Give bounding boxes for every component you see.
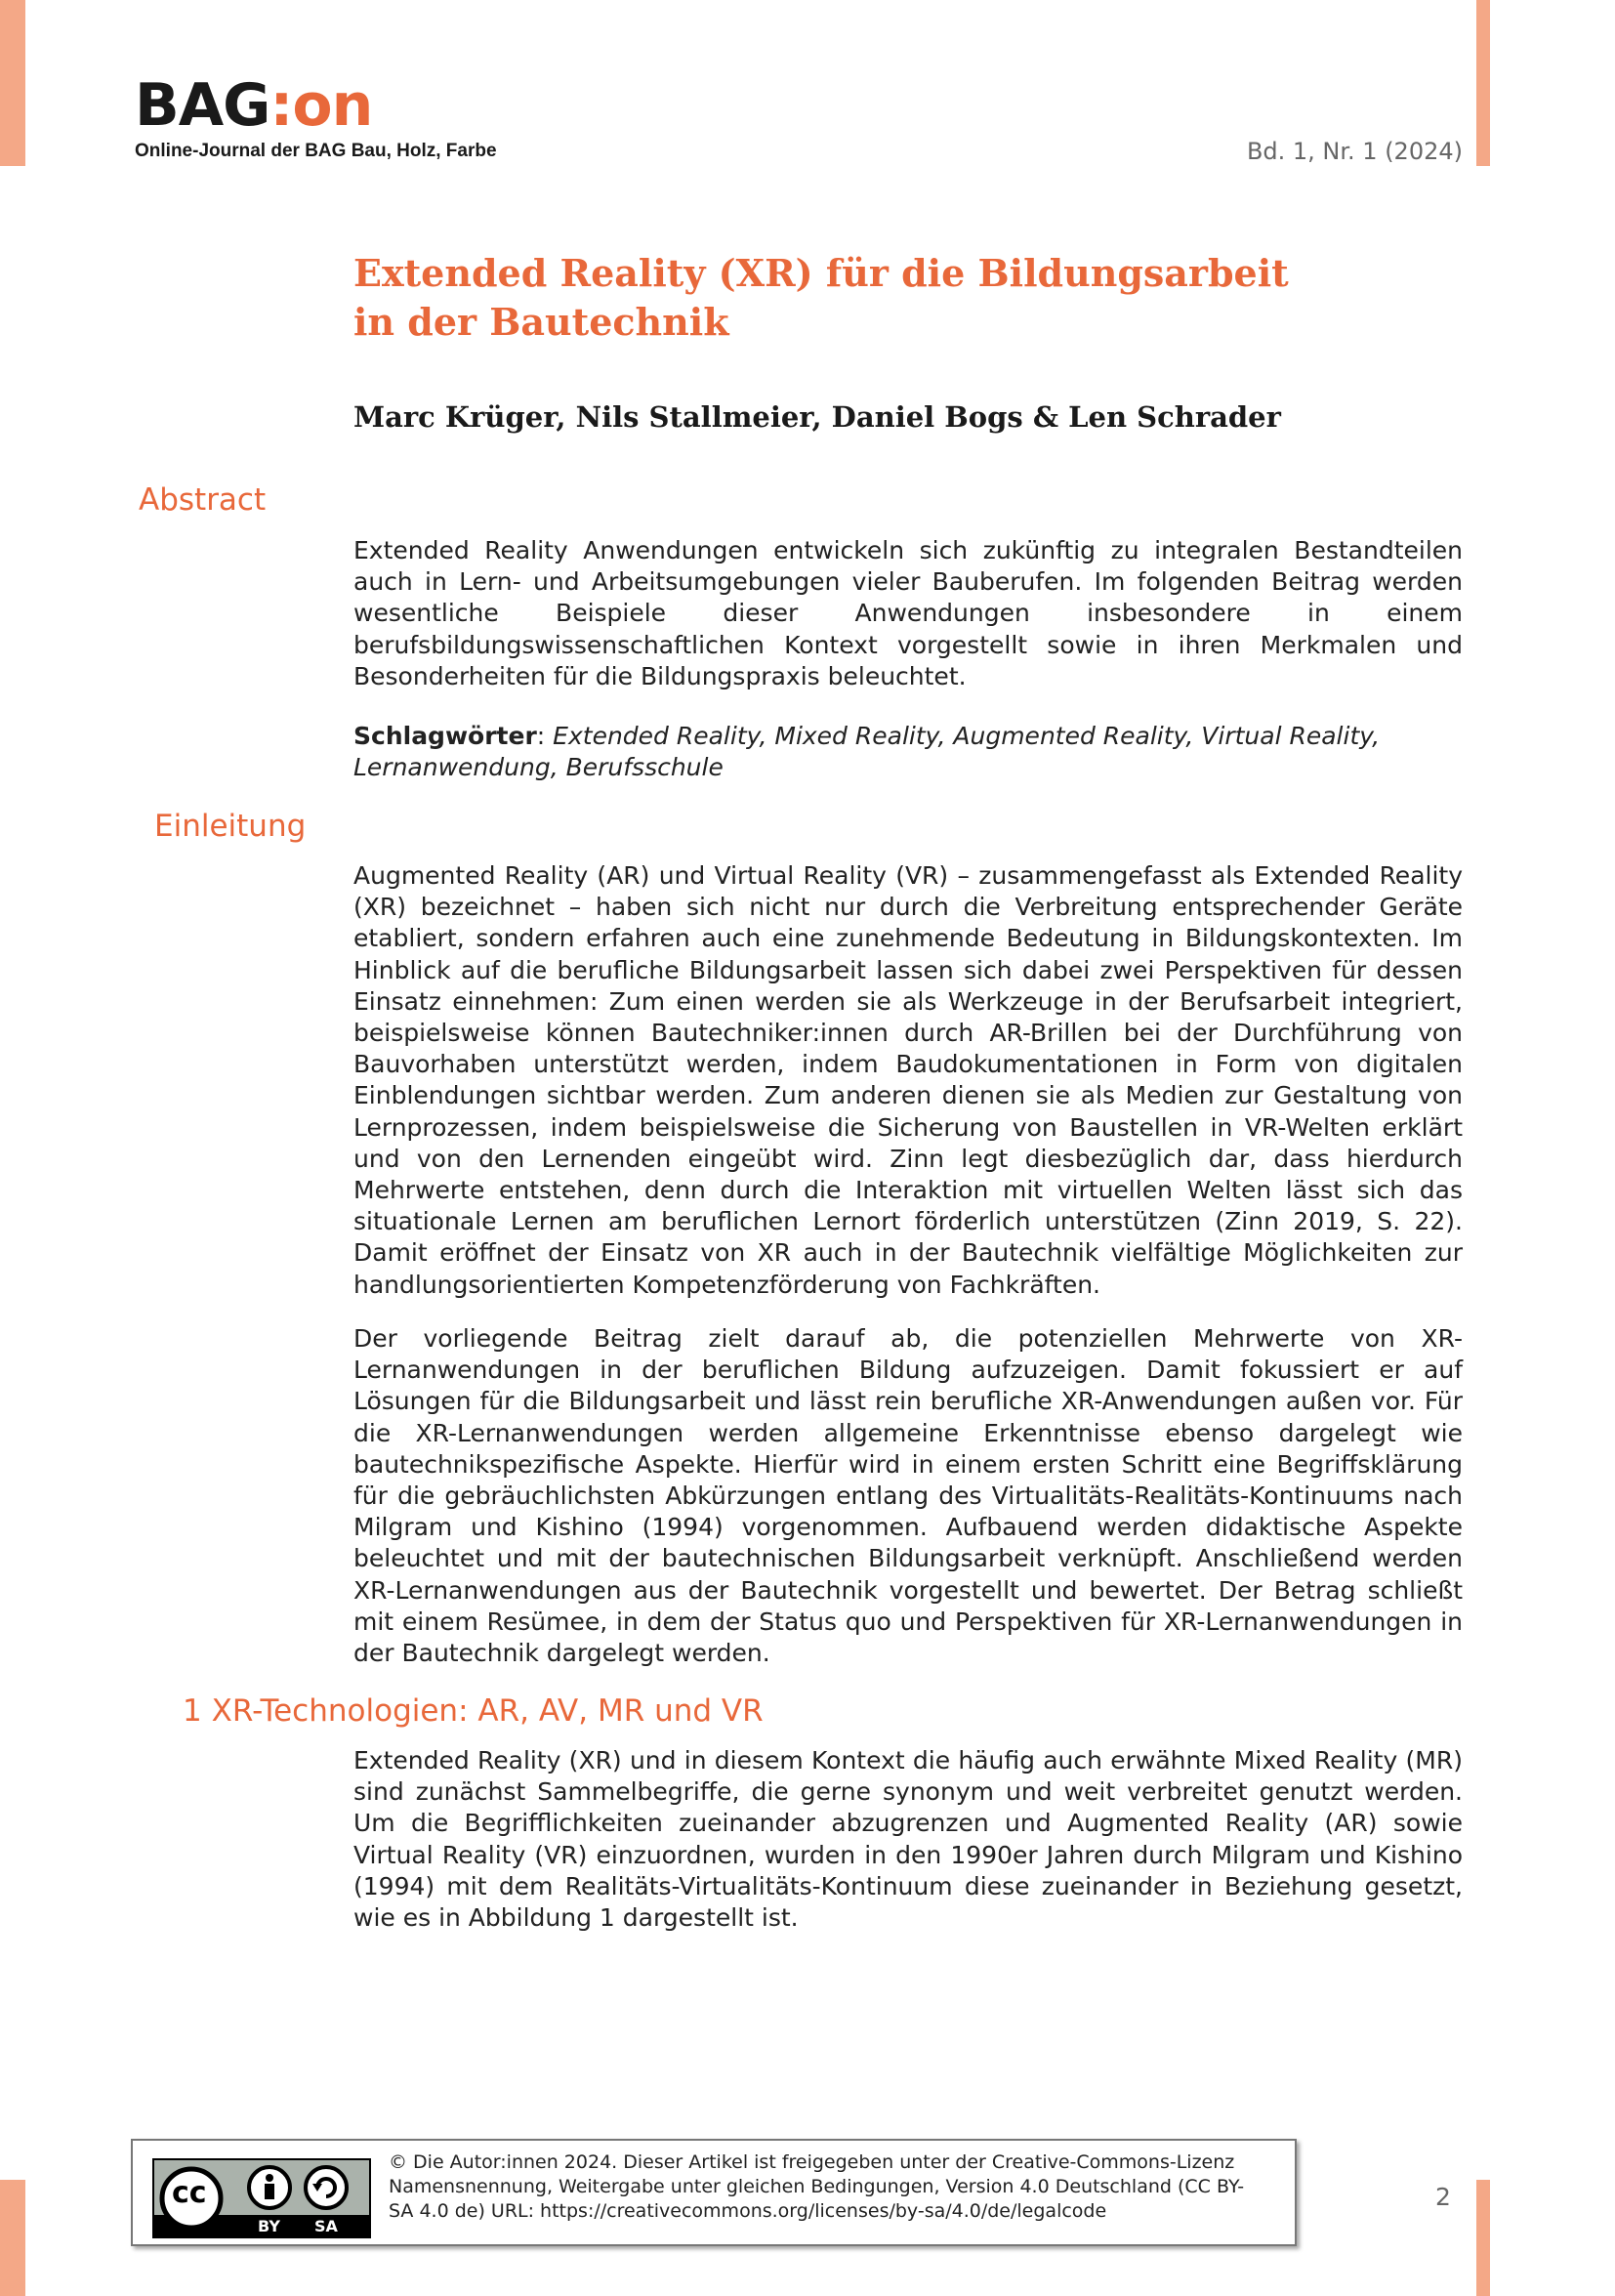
keywords-separator: : [536, 722, 554, 750]
share-alike-icon [306, 2167, 347, 2208]
logo-colon: : [269, 71, 293, 140]
abstract-text: Extended Reality Anwendungen entwickeln sich zukünftig zu integralen Bestandteilen auch in Lern- und Arbeitsumgebungen vieler Bauberufen. Im folgenden Beitrag werden wesentliche Beispiele dieser Anwendungen insbesondere in einem berufsbildungswissenschaftlichen Kontext vorgestellt sowie in ihren Merkmalen und Besonderheiten für die Bildungspraxis beleuchtet. [353, 536, 1463, 690]
title-line-1: Extended Reality (XR) für die Bildungsarbeit [353, 251, 1289, 295]
section-1-paragraph-1: Extended Reality (XR) und in diesem Kontext die häufig auch erwähnte Mixed Reality (MR) sind zunächst Sammelbegriffe, die gerne synonym und weit verbreitet genutzt werden. Um die Begrifflichkeiten zueinander abzugrenzen und Augmented Reality (AR) sowie Virtual Reality (VR) einzuordnen, wurden in den 1990er Jahren durch Milgram und Kishino (1994) mit dem Realitäts-Virtualitäts-Kontinuum diese zueinander in Beziehung gesetzt, wie es in Abbildung 1 dargestellt ist. [353, 1746, 1463, 1933]
section-1-heading: 1 XR-Technologien: AR, AV, MR und VR [183, 1693, 764, 1729]
issue-info: Bd. 1, Nr. 1 (2024) [1246, 138, 1463, 165]
authors: Marc Krüger, Nils Stallmeier, Daniel Bogs & Len Schrader [353, 400, 1281, 434]
intro-heading: Einleitung [154, 809, 307, 844]
decor-bar-top-left [0, 0, 25, 166]
logo-subtitle: Online-Journal der BAG Bau, Holz, Farbe [135, 141, 497, 161]
logo-bag: BAG [135, 71, 270, 140]
title-line-2: in der Bautechnik [353, 300, 729, 344]
sa-label: SA [314, 2217, 338, 2235]
intro-paragraph-2: Der vorliegende Beitrag zielt darauf ab, die potenziellen Mehrwerte von XR-Lernanwendungen in der beruflichen Bildung aufzuzeigen. Damit fokussiert er auf Lösungen für die Bildungsarbeit und lässt rein berufliche XR-Anwendungen außen vor. Für die XR-Lernanwendungen werden allgemeine Erkenntnisse ebenso dargelegt wie bautechnikspezifische Aspekte. Hierfür wird in einem ersten Schritt eine Begriffsklärung für die gebräuchlichsten Abkürzungen entlang des Virtualitäts-Realitäts-Kontinuums nach Milgram und Kishino (1994) vorgenommen. Aufbauend werden didaktische Aspekte beleuchtet und mit der bautechnischen Bildungsarbeit verknüpft. Anschließend werden XR-Lernanwendungen aus der Bautechnik vorgestellt und bewertet. Der Betrag schließt mit einem Resümee, in dem der Status quo und Perspektiven für XR-Lernanwendungen in der Bautechnik dargelegt werden. [353, 1324, 1463, 1668]
abstract-heading: Abstract [139, 482, 267, 518]
journal-logo [135, 71, 497, 162]
keywords [353, 721, 1463, 783]
intro-paragraph-1: Augmented Reality (AR) und Virtual Reality (VR) – zusammengefasst als Extended Reality (XR) bezeichnet – haben sich nicht nur durch die Verbreitung entsprechender Geräte etabliert, sondern erfahren auch eine zunehmende Bedeutung in Bildungskontexten. Im Hinblick auf die berufliche Bildungsarbeit lassen sich dabei zwei Perspektiven für dessen Einsatz einnehmen: Zum einen werden sie als Werkzeuge in der Berufsarbeit integriert, beispielsweise können Bautechniker:innen durch AR-Brillen bei der Durchführung von Bauvorhaben unterstützt werden, indem Baudokumentationen in Form von digitalen Einblendungen sichtbar werden. Zum anderen dienen sie als Medien zur Gestaltung von Lernprozessen, indem beispielsweise die Sicherung von Baustellen in VR-Welten erklärt und von den Lernenden eingeübt wird. Zinn legt diesbezüglich dar, dass hierdurch Mehrwerte entstehen, denn durch die Interaktion mit virtuellen Welten lässt sich das situationale Lernen am beruflichen Lernort förderlich unterstützen (Zinn 2019, S. 22). Damit eröffnet der Einsatz von XR auch in der Bautechnik vielfältige Möglichkeiten zur handlungsorientierten Kompetenzförderung von Fachkräften. [353, 861, 1463, 1299]
license-box [131, 2139, 1297, 2246]
logo-wordmark [135, 71, 497, 140]
cc-label: cc [172, 2176, 207, 2210]
keywords-list: Extended Reality, Mixed Reality, Augmented Reality, Virtual Reality, Lernanwendung, Berufsschule [353, 722, 1381, 782]
article-title [353, 249, 1289, 347]
decor-bar-bottom-right [1476, 2180, 1490, 2296]
logo-on: on [292, 71, 373, 140]
page-number: 2 [1435, 2183, 1451, 2211]
decor-bar-top-right [1476, 0, 1490, 166]
decor-bar-bottom-left [0, 2180, 25, 2296]
keywords-label: Schlagwörter [353, 722, 537, 750]
cc-by-sa-badge[interactable] [152, 2158, 371, 2238]
by-label: BY [258, 2217, 280, 2235]
license-text: © Die Autor:innen 2024. Dieser Artikel ist freigegeben unter der Creative-Commons-Lizenz Namensnennung, Weitergabe unter gleichen Bedingungen, Version 4.0 Deutschland (CC BY-SA 4.0 de) URL: https://creativecommons.org/licenses/by-sa/4.0/de/legalcode [389, 2151, 1245, 2222]
